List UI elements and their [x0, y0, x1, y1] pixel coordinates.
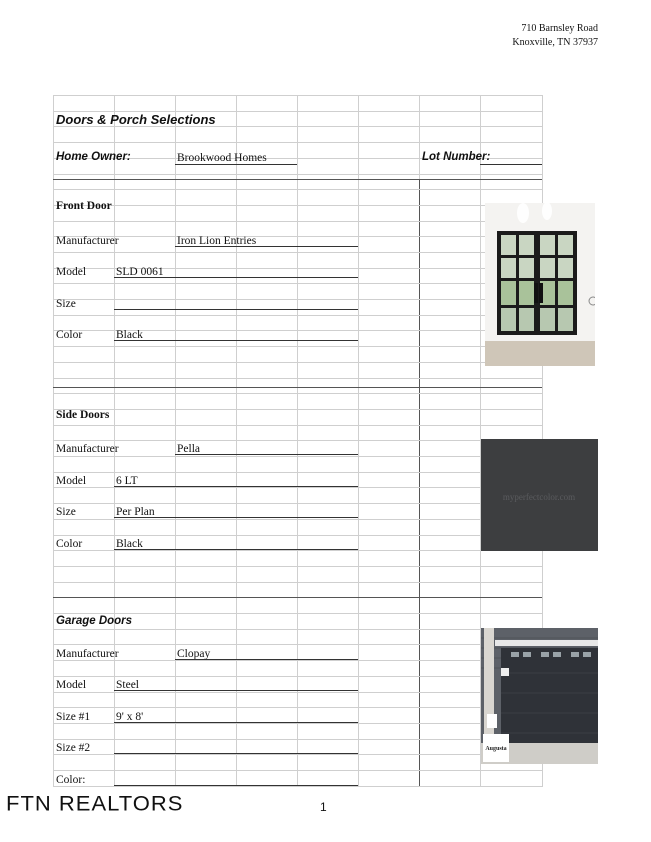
grid-line [53, 707, 542, 708]
garage-door-illustration [481, 628, 598, 764]
garage-doors-manufacturer-label: Manufacturer [56, 648, 119, 660]
side-doors-model-field[interactable] [114, 486, 358, 487]
address-line-1: 710 Barnsley Road [521, 23, 598, 34]
grid-line [236, 95, 237, 787]
side-doors-color-label: Color [56, 538, 83, 550]
company-logo: FTN REALTORS [6, 791, 184, 816]
garage-photo-badge: Augusta [485, 746, 507, 752]
grid-line [53, 786, 542, 787]
garage-doors-manufacturer-value: Clopay [177, 648, 211, 660]
grid-line [297, 95, 298, 787]
grid-line [53, 205, 542, 206]
selection-sheet [53, 95, 542, 787]
grid-line [53, 503, 542, 504]
grid-divider [419, 179, 420, 787]
grid-line [53, 315, 542, 316]
grid-line [53, 739, 542, 740]
garage-door-photo [481, 628, 598, 764]
grid-line [53, 378, 542, 379]
side-doors-size-value: Per Plan [116, 506, 155, 518]
side-doors-size-field[interactable] [114, 517, 358, 518]
side-doors-model-value: 6 LT [116, 475, 138, 487]
side-doors-model-label: Model [56, 475, 87, 487]
lot-number-field[interactable] [480, 164, 542, 165]
grid-line [53, 472, 542, 473]
home-owner-label: Home Owner: [56, 151, 131, 163]
garage-doors-manufacturer-field[interactable] [175, 659, 358, 660]
front-door-size-field[interactable] [114, 309, 358, 310]
grid-line [53, 535, 542, 536]
front-door-manufacturer-label: Manufacturer [56, 235, 119, 247]
grid-line [53, 644, 542, 645]
section-divider [53, 597, 542, 598]
grid-line [53, 754, 542, 755]
front-door-color-label: Color [56, 329, 83, 341]
garage-doors-size1-value: 9' x 8' [116, 711, 144, 723]
grid-line [53, 252, 542, 253]
garage-doors-size1-field[interactable] [114, 722, 358, 723]
front-door-model-field[interactable] [114, 277, 358, 278]
garage-doors-size2-field[interactable] [114, 753, 358, 754]
front-door-manufacturer-field[interactable] [175, 246, 358, 247]
grid-line [358, 95, 359, 787]
garage-doors-heading: Garage Doors [56, 615, 133, 627]
grid-line [53, 221, 542, 222]
grid-line [53, 425, 542, 426]
section-divider [53, 179, 542, 180]
side-doors-size-label: Size [56, 506, 76, 518]
side-doors-color-value: Black [116, 538, 143, 550]
grid-line [53, 299, 542, 300]
grid-line [114, 95, 115, 787]
grid-line [53, 676, 542, 677]
swatch-graphic [481, 439, 598, 551]
grid-line [53, 95, 54, 787]
home-owner-underline [175, 164, 297, 165]
grid-line [53, 440, 542, 441]
garage-doors-color-label: Color: [56, 774, 86, 786]
grid-line [53, 283, 542, 284]
side-doors-heading: Side Doors [56, 409, 110, 421]
grid-line [53, 660, 542, 661]
form-title: Doors & Porch Selections [56, 112, 216, 127]
grid-line [53, 174, 542, 175]
grid-line [53, 189, 542, 190]
front-door-model-value: SLD 0061 [116, 266, 164, 278]
side-doors-manufacturer-label: Manufacturer [56, 443, 119, 455]
garage-doors-model-value: Steel [116, 679, 139, 691]
grid-line [53, 362, 542, 363]
grid-line [53, 236, 542, 237]
page-number: 1 [320, 800, 327, 814]
home-owner-value: Brookwood Homes [177, 152, 267, 164]
front-door-model-label: Model [56, 266, 87, 278]
front-door-manufacturer-value: Iron Lion Entries [177, 235, 257, 247]
grid-line [53, 692, 542, 693]
garage-doors-color-field[interactable] [114, 785, 358, 786]
grid-line [53, 456, 542, 457]
garage-doors-model-label: Model [56, 679, 87, 691]
front-door-color-field[interactable] [114, 340, 358, 341]
front-door-color-value: Black [116, 329, 143, 341]
grid-line [53, 393, 542, 394]
garage-doors-size1-label: Size #1 [56, 711, 91, 723]
grid-line [53, 95, 542, 96]
front-door-photo [485, 203, 595, 366]
grid-line [53, 142, 542, 143]
garage-doors-size2-label: Size #2 [56, 742, 91, 754]
grid-line [53, 770, 542, 771]
grid-line [175, 95, 176, 787]
grid-line [53, 566, 542, 567]
lot-number-label: Lot Number: [422, 151, 491, 163]
front-door-illustration [485, 203, 595, 366]
grid-line [53, 346, 542, 347]
side-doors-color-field[interactable] [114, 549, 358, 550]
side-doors-manufacturer-field[interactable] [175, 454, 358, 455]
grid-line [53, 519, 542, 520]
grid-line [53, 629, 542, 630]
garage-doors-model-field[interactable] [114, 690, 358, 691]
grid-line [53, 409, 542, 410]
grid-line [53, 582, 542, 583]
side-doors-manufacturer-value: Pella [177, 443, 200, 455]
side-door-color-swatch [481, 439, 598, 551]
swatch-watermark: myperfectcolor.com [502, 492, 576, 502]
grid-line [419, 95, 420, 179]
front-door-size-label: Size [56, 298, 76, 310]
address-line-2: Knoxville, TN 37937 [512, 37, 598, 48]
property-address [512, 22, 598, 50]
section-divider [53, 387, 542, 388]
front-door-heading: Front Door [56, 200, 112, 212]
